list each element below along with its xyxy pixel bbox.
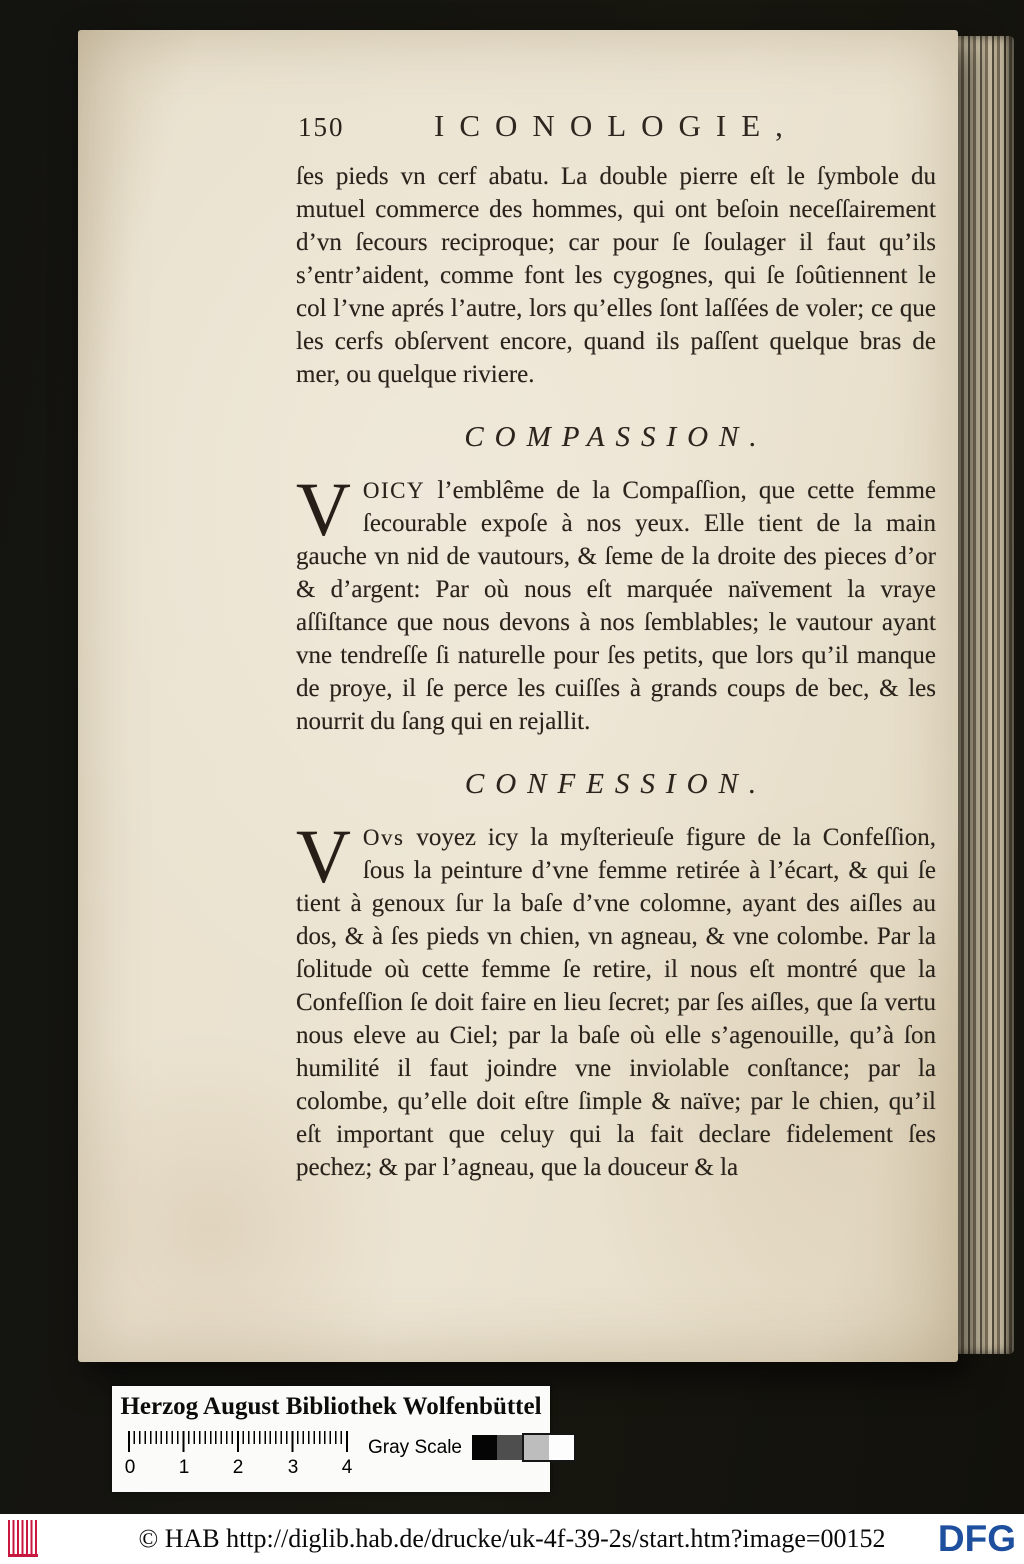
compassion-paragraph — [296, 468, 936, 738]
ruler-number-0: 0 — [124, 1457, 136, 1478]
color-calibration-strip — [8, 1520, 38, 1557]
gray-scale-label: Gray Scale — [368, 1436, 462, 1458]
running-title: ICONOLOGIE, — [434, 108, 798, 143]
dfg-logo: DFG — [937, 1518, 1016, 1559]
drop-cap-v: V — [296, 468, 351, 552]
drop-cap-v: V — [296, 815, 351, 899]
ruler-number-3: 3 — [287, 1457, 299, 1478]
book-page-scan — [78, 30, 958, 1362]
page-text-block — [296, 108, 936, 1190]
ruler-number-4: 4 — [341, 1457, 353, 1478]
ruler-number-2: 2 — [232, 1457, 244, 1478]
library-label — [112, 1386, 550, 1492]
copyright-url: © HAB http://diglib.hab.de/drucke/uk-4f-39-2s/start.htm?image=00152 — [138, 1524, 886, 1553]
compassion-text: l’emblême de la Compaſſion, que cette femme ſecourable expoſe à nos yeux. Elle tient de la main gauche vn nid de vautours, & ſeme de la droite des pieces d’or & d’argent: Par où nous eſt marquée naïvement la vraye aſſiſtance que nous devons à nos ſemblables; le vautour ayant vne tendreſſe ſi naturelle pour ſes petits, que lors qu’il manque de proye, il ſe perce les cuiſſes à grands coups de bec, & les nourrit du ſang qui en rejallit. — [296, 477, 936, 735]
library-name: Herzog August Bibliothek Wolfenbüttel — [120, 1393, 542, 1420]
lead-word: OICY — [362, 478, 426, 503]
intro-paragraph: ſes pieds vn cerf abatu. La double pierre eſt le ſymbole du mutuel commerce des hommes, qui ont beſoin neceſſairement d’vn ſecours reciproque; car pour ſe ſoulager il faut qu’ils s’entr’aident, comme font les cygognes, qui ſe ſoûtiennent le col l’vne aprés l’autre, lors qu’elles ſont laſſées de voler; ce que les cerfs obſervent encore, quand ils paſſent quelque bras de mer, ou quelque riviere. — [296, 163, 936, 388]
gray-patch-black — [472, 1435, 497, 1460]
section-heading-confession: CONFESSION. — [464, 768, 768, 800]
gray-patch-dark — [497, 1435, 522, 1460]
confession-text: voyez icy la myſterieuſe figure de la Confeſſion, ſous la peinture d’vne femme retirée à l’écart, & qui ſe tient à genoux ſur la baſe d’vne colomne, ayant des aiſles au dos, & à ſes pieds vn chien, vn agneau, & vne colombe. Par la ſolitude où cette femme ſe retire, il nous eſt montré que la Confeſſion ſe doit faire en lieu ſecret; par ſes aiſles, que ſa vertu nous eleve au Ciel; par la baſe où elle s’agenouille, qu’à ſon humilité il faut joindre vne inviolable conſtance; par la colombe, qu’elle doit eſtre ſimple & naïve; par le chien, qu’il eſt important que celuy qui la fait declare fidelement ſes pechez; & par l’agneau, que la douceur & la — [296, 824, 936, 1181]
ruler-number-1: 1 — [178, 1457, 190, 1478]
page-number: 150 — [298, 112, 345, 142]
gray-scale-widget — [368, 1433, 576, 1462]
lead-word: Ovs — [362, 825, 405, 850]
gray-patch-group — [522, 1433, 576, 1462]
running-head — [296, 108, 936, 150]
confession-paragraph — [296, 815, 936, 1184]
ruler-and-grayscale — [124, 1431, 550, 1489]
ruler-cm-ticks — [128, 1431, 349, 1452]
section-heading-compassion: COMPASSION. — [464, 421, 768, 453]
scan-footer-bar — [0, 1514, 1024, 1564]
book-fore-edges — [956, 36, 1014, 1354]
gray-patch-light — [524, 1435, 549, 1460]
gray-patch-white — [549, 1435, 574, 1460]
cm-ruler — [124, 1431, 354, 1487]
